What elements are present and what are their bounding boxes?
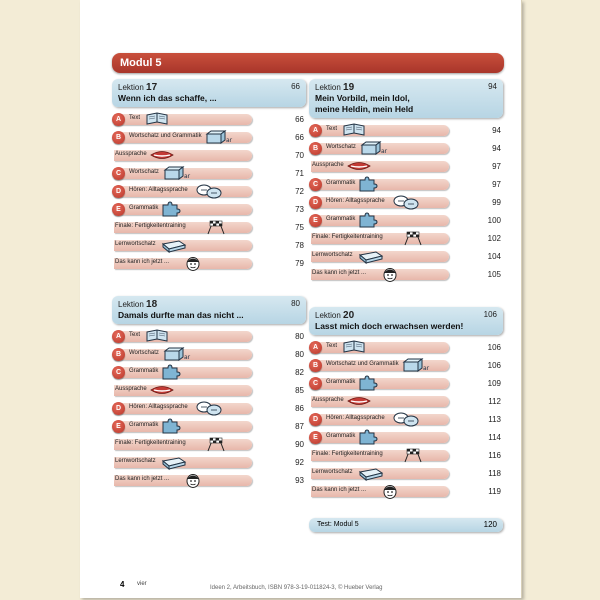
puzzle-icon — [160, 419, 186, 434]
lesson-word: Lektion — [118, 300, 144, 309]
card-box-icon — [358, 466, 384, 481]
lesson-number: 18 — [146, 299, 158, 310]
toc-entry[interactable] — [112, 329, 306, 344]
entry-page: 73 — [295, 205, 304, 214]
entry-label: Hören: Alltagssprache — [326, 415, 385, 421]
speech-bubble-icon — [196, 184, 222, 199]
box-icon — [163, 166, 189, 181]
entry-label: Finale: Fertigkeitentraining — [115, 440, 186, 446]
entry-page: 86 — [295, 404, 304, 413]
entry-page: 82 — [295, 368, 304, 377]
section-letter-badge: C — [112, 366, 125, 379]
entry-label: Lernwortschatz — [312, 252, 353, 258]
toc-entry[interactable] — [112, 202, 306, 217]
toc-entry[interactable] — [112, 473, 306, 488]
entry-label: Hören: Alltagssprache — [326, 198, 385, 204]
entry-page: 79 — [295, 259, 304, 268]
entry-page: 97 — [492, 180, 501, 189]
lesson-entries — [309, 340, 503, 499]
toc-entry[interactable] — [112, 347, 306, 362]
entry-label: Hören: Alltagssprache — [129, 404, 188, 410]
entry-label: Grammatik — [326, 216, 356, 222]
lesson-block — [309, 307, 503, 502]
toc-entry[interactable] — [309, 141, 503, 156]
entry-page: 104 — [487, 252, 501, 261]
svg-text:ar: ar — [184, 354, 191, 361]
lesson-entries — [112, 329, 306, 488]
toc-entry[interactable] — [309, 213, 503, 228]
section-letter-badge: A — [309, 124, 322, 137]
entry-page: 99 — [492, 198, 501, 207]
lesson-block — [112, 296, 306, 491]
entry-page: 90 — [295, 440, 304, 449]
lesson-entries — [112, 112, 306, 271]
mouth-icon — [346, 159, 372, 174]
lesson-header[interactable] — [112, 296, 306, 324]
section-letter-badge: B — [112, 348, 125, 361]
card-box-icon — [161, 455, 187, 470]
entry-label: Grammatik — [326, 180, 356, 186]
entry-label: Grammatik — [326, 379, 356, 385]
entry-label: Aussprache — [312, 397, 344, 403]
entry-label: Finale: Fertigkeitentraining — [115, 223, 186, 229]
toc-entry[interactable] — [309, 448, 503, 463]
toc-entry[interactable] — [112, 130, 306, 145]
copyright-line: Ideen 2, Arbeitsbuch, ISBN 978-3-19-011824-3, © Hueber Verlag — [210, 585, 383, 591]
lesson-word: Lektion — [315, 311, 341, 320]
entry-page: 113 — [488, 415, 501, 424]
lesson-page: 66 — [291, 82, 300, 91]
card-box-icon — [161, 238, 187, 253]
entry-page: 106 — [487, 361, 501, 370]
test-entry[interactable] — [309, 518, 503, 532]
section-letter-badge: E — [112, 420, 125, 433]
lesson-title: meine Heldin, mein Held — [315, 104, 414, 114]
entry-page: 75 — [295, 223, 304, 232]
book-icon — [145, 112, 171, 127]
entry-page: 114 — [488, 433, 501, 442]
entry-label: Text — [129, 115, 141, 121]
entry-label: Grammatik — [129, 205, 159, 211]
lesson-title: Mein Vorbild, mein Idol, — [315, 93, 410, 103]
face-icon — [185, 256, 211, 271]
lesson-header[interactable] — [309, 79, 503, 118]
entry-page: 71 — [295, 169, 304, 178]
svg-text:ar: ar — [381, 148, 388, 155]
entry-page: 66 — [295, 133, 304, 142]
section-letter-badge: D — [309, 413, 322, 426]
entry-page: 85 — [295, 386, 304, 395]
entry-page: 106 — [487, 343, 501, 352]
entry-label: Grammatik — [129, 368, 159, 374]
entry-page: 116 — [488, 451, 501, 460]
entry-label: Lernwortschatz — [115, 458, 156, 464]
entry-label: Text — [326, 126, 338, 132]
page-number: 4 — [120, 580, 125, 589]
entry-label: Aussprache — [115, 151, 147, 157]
toc-entry[interactable] — [309, 123, 503, 138]
toc-entry[interactable] — [309, 159, 503, 174]
lesson-title: Wenn ich das schaffe, ... — [118, 93, 217, 103]
checkered-flag-icon — [400, 231, 426, 246]
entry-label: Lernwortschatz — [115, 241, 156, 247]
entry-label: Wortschatz und Grammatik — [129, 133, 202, 139]
mouth-icon — [149, 383, 175, 398]
section-letter-badge: E — [309, 431, 322, 444]
entry-label: Finale: Fertigkeitentraining — [312, 451, 383, 457]
toc-entry[interactable] — [112, 401, 306, 416]
entry-label: Wortschatz und Grammatik — [326, 361, 399, 367]
section-letter-badge: D — [112, 185, 125, 198]
entry-page: 97 — [492, 162, 501, 171]
toc-entry[interactable] — [309, 267, 503, 282]
toc-entry[interactable] — [309, 376, 503, 391]
entry-label: Lernwortschatz — [312, 469, 353, 475]
section-letter-badge: D — [309, 196, 322, 209]
puzzle-icon — [357, 177, 383, 192]
entry-page: 92 — [295, 458, 304, 467]
section-letter-badge: A — [112, 113, 125, 126]
lesson-title: Damals durfte man das nicht ... — [118, 310, 244, 320]
lesson-block — [309, 79, 503, 285]
entry-page: 109 — [487, 379, 501, 388]
toc-entry[interactable] — [112, 112, 306, 127]
face-icon — [185, 473, 211, 488]
box-icon — [402, 358, 428, 373]
section-letter-badge: A — [309, 341, 322, 354]
svg-text:ar: ar — [423, 365, 430, 372]
entry-label: Grammatik — [326, 433, 356, 439]
entry-label: Aussprache — [312, 162, 344, 168]
toc-entry[interactable] — [309, 484, 503, 499]
entry-label: Das kann ich jetzt ... — [312, 487, 367, 493]
entry-page: 119 — [488, 487, 501, 496]
entry-label: Text — [129, 332, 141, 338]
section-letter-badge: D — [112, 402, 125, 415]
box-icon — [205, 130, 231, 145]
section-letter-badge: B — [309, 142, 322, 155]
lesson-word: Lektion — [315, 83, 341, 92]
lesson-header[interactable] — [309, 307, 503, 335]
entry-label: Das kann ich jetzt ... — [115, 476, 170, 482]
toc-entry[interactable] — [309, 358, 503, 373]
toc-entry[interactable] — [112, 365, 306, 380]
section-letter-badge: E — [309, 214, 322, 227]
toc-entry[interactable] — [112, 256, 306, 271]
puzzle-icon — [357, 213, 383, 228]
lesson-page: 94 — [488, 82, 497, 91]
toc-entry[interactable] — [112, 148, 306, 163]
lesson-block — [112, 79, 306, 274]
entry-label: Text — [326, 343, 338, 349]
svg-text:ar: ar — [184, 173, 191, 180]
lesson-header[interactable] — [112, 79, 306, 107]
mouth-icon — [149, 148, 175, 163]
entry-page: 105 — [487, 270, 501, 279]
entry-page: 93 — [295, 476, 304, 485]
toc-entry[interactable] — [309, 340, 503, 355]
section-letter-badge: B — [309, 359, 322, 372]
entry-page: 112 — [488, 397, 501, 406]
page-number-word: vier — [137, 581, 147, 587]
entry-label: Wortschatz — [326, 144, 356, 150]
toc-entry[interactable] — [309, 412, 503, 427]
module-header: Modul 5 — [112, 53, 504, 73]
entry-page: 70 — [295, 151, 304, 160]
lesson-number: 19 — [343, 82, 355, 93]
checkered-flag-icon — [203, 220, 229, 235]
test-page: 120 — [483, 520, 497, 529]
speech-bubble-icon — [393, 195, 419, 210]
toc-entry[interactable] — [112, 455, 306, 470]
toc-entry[interactable] — [112, 419, 306, 434]
section-letter-badge: A — [112, 330, 125, 343]
document-page — [80, 0, 522, 598]
entry-label: Grammatik — [129, 422, 159, 428]
checkered-flag-icon — [400, 448, 426, 463]
toc-entry[interactable] — [112, 238, 306, 253]
toc-entry[interactable] — [309, 249, 503, 264]
entry-page: 102 — [487, 234, 501, 243]
entry-page: 94 — [492, 144, 501, 153]
entry-label: Wortschatz — [129, 350, 159, 356]
lesson-page: 80 — [291, 299, 300, 308]
section-letter-badge: C — [309, 178, 322, 191]
toc-entry[interactable] — [112, 220, 306, 235]
entry-page: 80 — [295, 332, 304, 341]
svg-text:ar: ar — [226, 137, 233, 144]
toc-entry[interactable] — [309, 231, 503, 246]
entry-page: 100 — [487, 216, 501, 225]
puzzle-icon — [357, 376, 383, 391]
book-icon — [342, 123, 368, 138]
entry-page: 87 — [295, 422, 304, 431]
entry-page: 80 — [295, 350, 304, 359]
test-label: Test: Modul 5 — [317, 521, 359, 528]
toc-entry[interactable] — [112, 437, 306, 452]
speech-bubble-icon — [393, 412, 419, 427]
entry-label: Wortschatz — [129, 169, 159, 175]
box-icon — [360, 141, 386, 156]
mouth-icon — [346, 394, 372, 409]
box-icon — [163, 347, 189, 362]
entry-page: 78 — [295, 241, 304, 250]
book-icon — [342, 340, 368, 355]
toc-entry[interactable] — [309, 430, 503, 445]
puzzle-icon — [160, 365, 186, 380]
face-icon — [382, 267, 408, 282]
toc-entry[interactable] — [112, 383, 306, 398]
entry-page: 72 — [295, 187, 304, 196]
section-letter-badge: C — [112, 167, 125, 180]
entry-label: Hören: Alltagssprache — [129, 187, 188, 193]
entry-label: Finale: Fertigkeitentraining — [312, 234, 383, 240]
entry-page: 66 — [295, 115, 304, 124]
puzzle-icon — [160, 202, 186, 217]
toc-entry[interactable] — [309, 466, 503, 481]
lesson-title: Lasst mich doch erwachsen werden! — [315, 321, 464, 331]
entry-page: 94 — [492, 126, 501, 135]
toc-entry[interactable] — [309, 394, 503, 409]
lesson-number: 17 — [146, 82, 158, 93]
toc-entry[interactable] — [309, 177, 503, 192]
lesson-number: 20 — [343, 310, 355, 321]
lesson-word: Lektion — [118, 83, 144, 92]
toc-entry[interactable] — [112, 184, 306, 199]
toc-entry[interactable] — [309, 195, 503, 210]
face-icon — [382, 484, 408, 499]
toc-entry[interactable] — [112, 166, 306, 181]
lesson-page: 106 — [483, 310, 497, 319]
speech-bubble-icon — [196, 401, 222, 416]
book-icon — [145, 329, 171, 344]
section-letter-badge: B — [112, 131, 125, 144]
section-letter-badge: C — [309, 377, 322, 390]
checkered-flag-icon — [203, 437, 229, 452]
entry-label: Das kann ich jetzt ... — [115, 259, 170, 265]
entry-label: Das kann ich jetzt ... — [312, 270, 367, 276]
entry-label: Aussprache — [115, 386, 147, 392]
card-box-icon — [358, 249, 384, 264]
entry-page: 118 — [488, 469, 501, 478]
section-letter-badge: E — [112, 203, 125, 216]
lesson-entries — [309, 123, 503, 282]
puzzle-icon — [357, 430, 383, 445]
